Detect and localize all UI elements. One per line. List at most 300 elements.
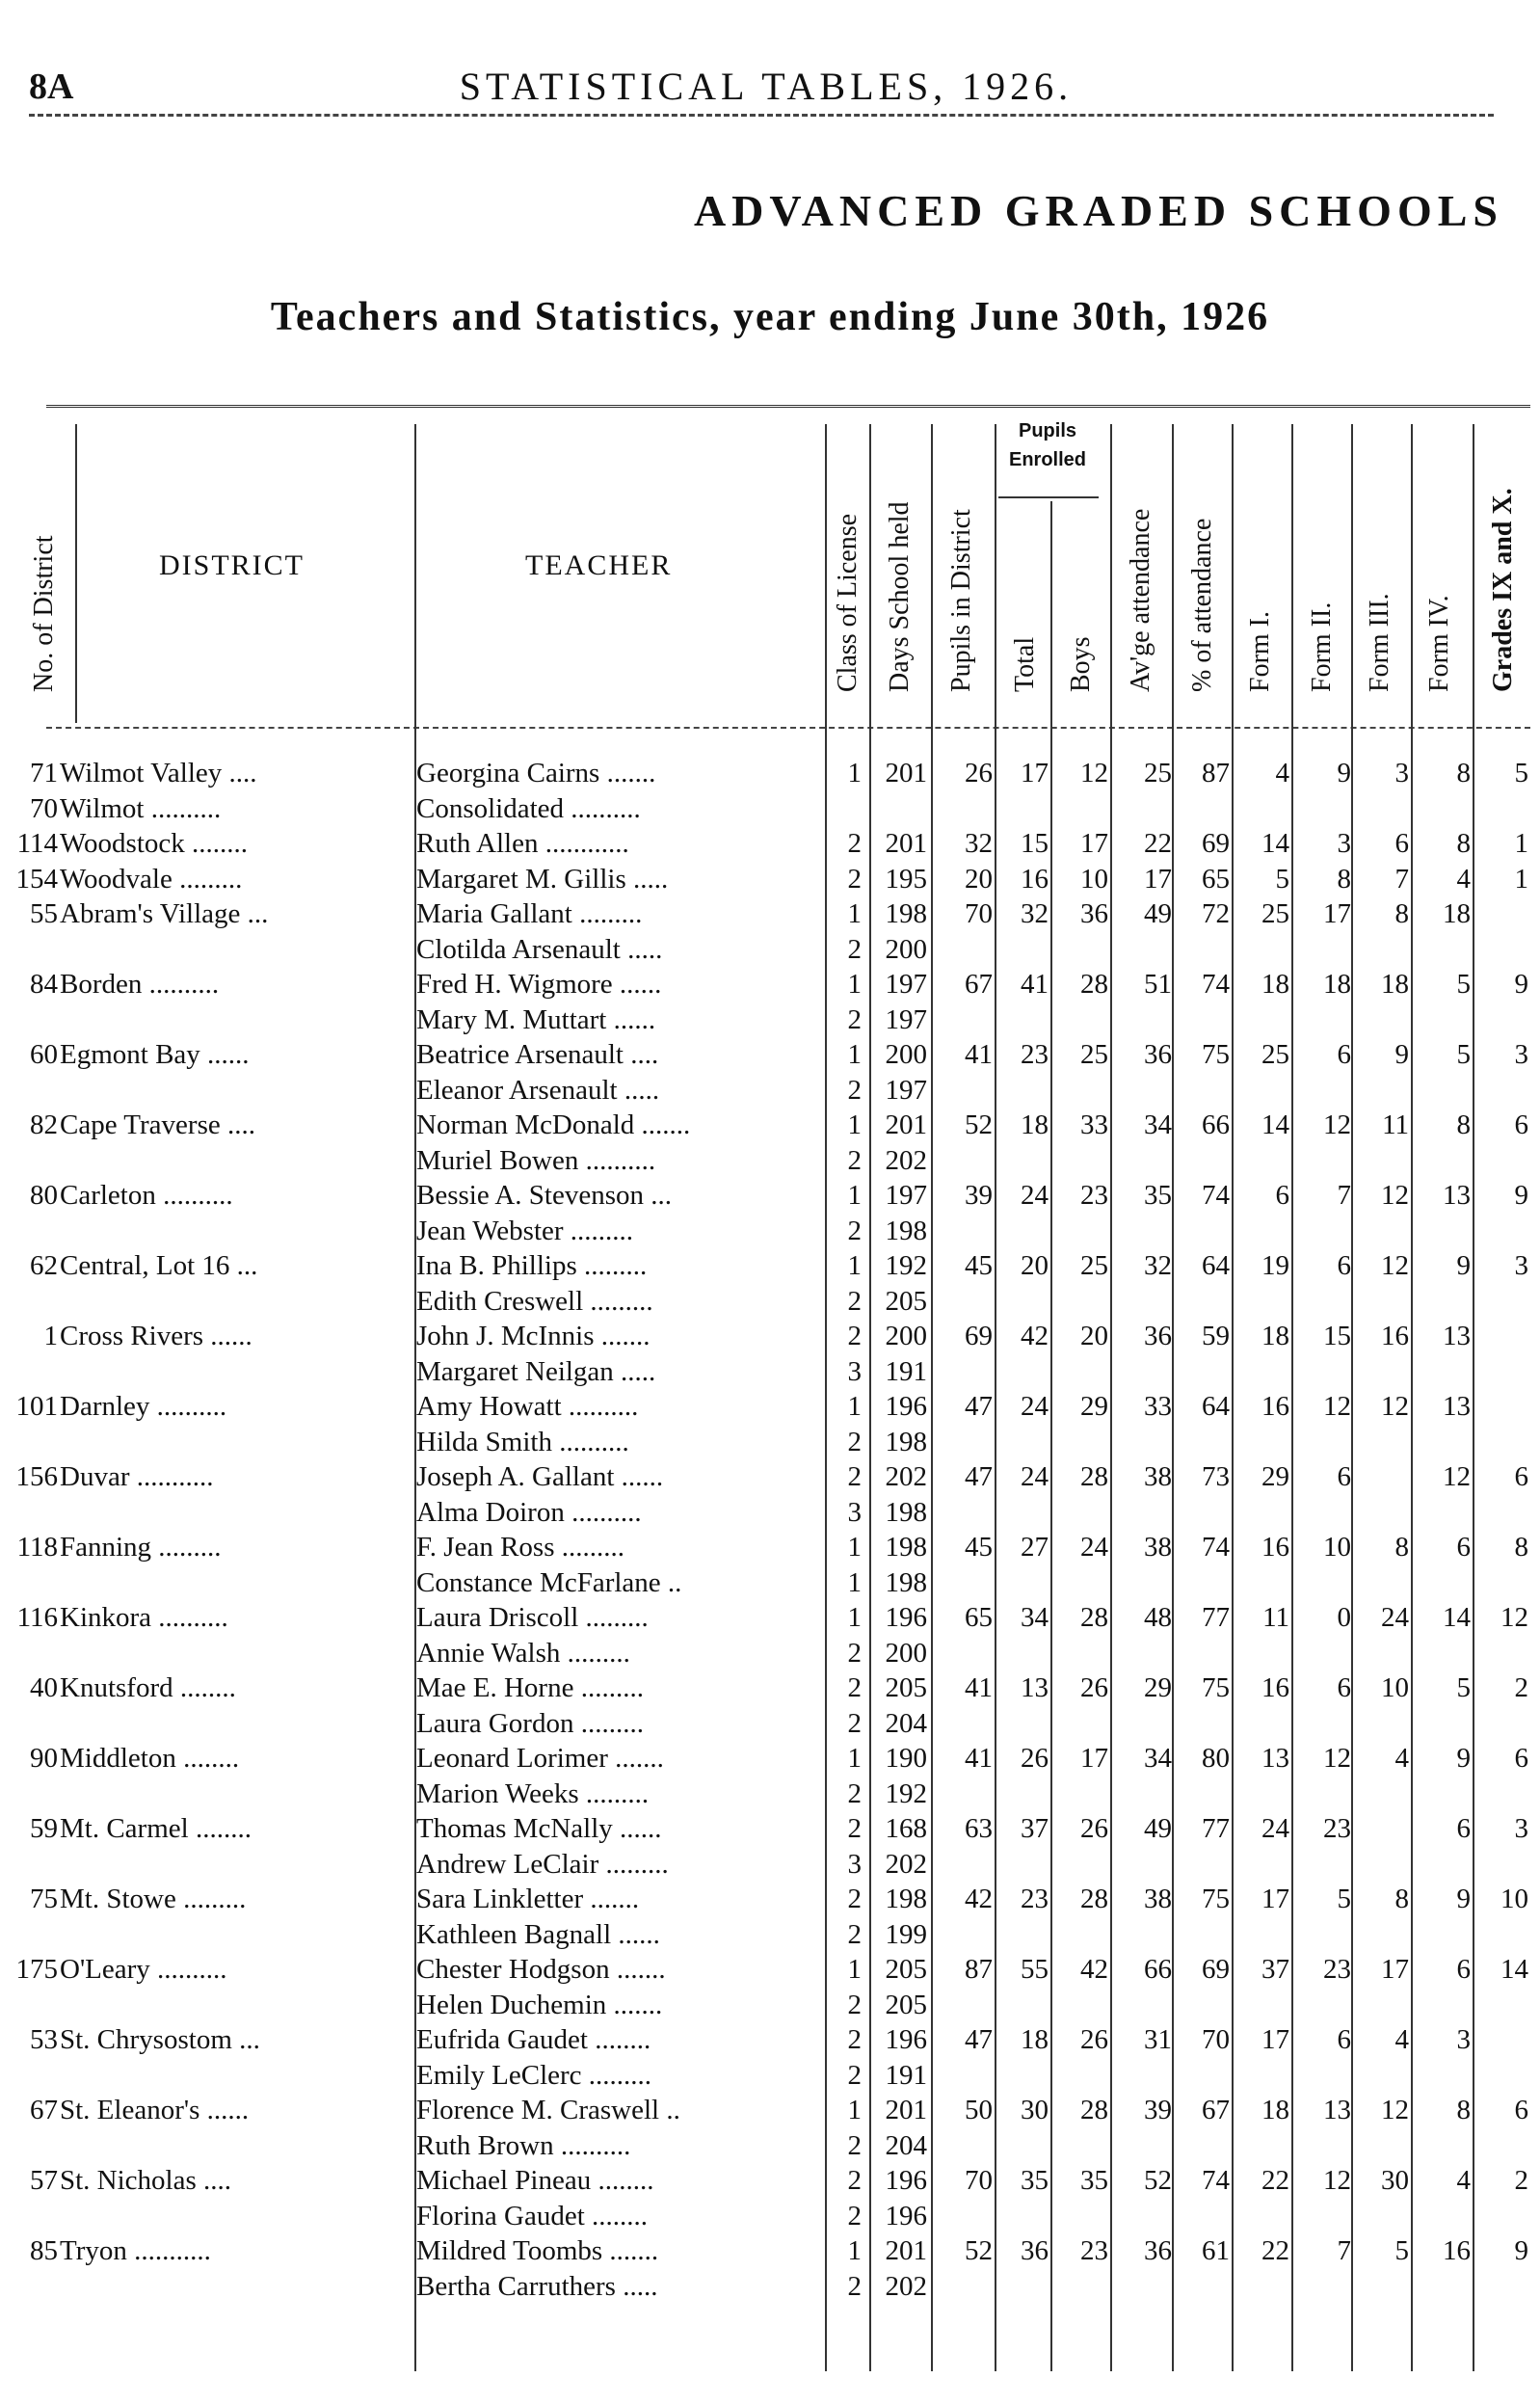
cell-avg: 25: [1144, 758, 1172, 788]
cell-pct: 75: [1202, 1672, 1230, 1703]
cell-teacher: Norman McDonald .......: [416, 1109, 691, 1140]
cell-f3: 12: [1381, 1250, 1409, 1281]
cell-no: 118: [16, 1532, 58, 1563]
cell-teacher: Kathleen Bagnall ......: [416, 1918, 660, 1950]
cell-f2: 15: [1323, 1321, 1351, 1351]
cell-f2: 5: [1337, 1884, 1351, 1914]
header-rule: [29, 114, 1494, 117]
cell-pd: 42: [965, 1884, 993, 1914]
cell-g9: 9: [1514, 969, 1528, 1000]
cell-no: 70: [30, 792, 58, 824]
cell-f3: 7: [1394, 863, 1409, 895]
cell-avg: 49: [1144, 1813, 1172, 1844]
table-row: [0, 1565, 1540, 1601]
cell-cls: 1: [847, 2095, 862, 2125]
cell-no: 60: [30, 1039, 58, 1070]
cell-avg: 34: [1144, 1109, 1172, 1140]
cell-days: 201: [885, 758, 927, 788]
cell-avg: 66: [1144, 1954, 1172, 1985]
cell-teacher: Helen Duchemin .......: [416, 1989, 663, 2020]
header-teacher: TEACHER: [525, 549, 673, 581]
cell-pct: 74: [1202, 2165, 1230, 2196]
cell-cls: 1: [847, 1180, 862, 1211]
header-district: DISTRICT: [159, 549, 305, 581]
cell-no: 84: [30, 969, 58, 1000]
cell-days: 200: [885, 1637, 927, 1669]
cell-f3: 4: [1394, 2024, 1409, 2055]
cell-f3: 8: [1394, 1884, 1409, 1914]
cell-f1: 25: [1261, 898, 1289, 929]
cell-days: 201: [885, 2235, 927, 2266]
cell-f1: 37: [1261, 1954, 1289, 1985]
cell-boys: 28: [1080, 1602, 1108, 1633]
cell-days: 198: [885, 898, 927, 929]
cell-cls: 2: [847, 1637, 862, 1669]
cell-cls: 1: [847, 1602, 862, 1633]
cell-days: 198: [885, 1884, 927, 1914]
cell-g9: 6: [1514, 1743, 1528, 1774]
cell-days: 199: [885, 1918, 927, 1950]
cell-f4: 14: [1443, 1602, 1471, 1633]
cell-pct: 74: [1202, 969, 1230, 1000]
cell-avg: 38: [1144, 1884, 1172, 1914]
cell-f2: 6: [1337, 1250, 1351, 1281]
cell-pct: 74: [1202, 1180, 1230, 1211]
cell-f4: 6: [1456, 1813, 1471, 1844]
cell-tot: 37: [1021, 1813, 1049, 1844]
cell-teacher: Florence M. Craswell ..: [416, 2095, 680, 2125]
cell-g9: 6: [1514, 1109, 1528, 1140]
table-row: [0, 1425, 1540, 1460]
cell-f3: 8: [1394, 1532, 1409, 1563]
cell-pd: 26: [965, 758, 993, 788]
cell-f3: 17: [1381, 1954, 1409, 1985]
cell-pd: 39: [965, 1180, 993, 1211]
cell-boys: 25: [1080, 1039, 1108, 1070]
cell-district: Middleton ........: [60, 1743, 240, 1774]
cell-g9: 6: [1514, 1461, 1528, 1492]
cell-district: St. Nicholas ....: [60, 2165, 232, 2196]
cell-teacher: Fred H. Wigmore ......: [416, 969, 662, 1000]
table-row: [0, 1248, 1540, 1284]
cell-days: 192: [885, 1777, 927, 1809]
cell-avg: 36: [1144, 1039, 1172, 1070]
table-row: [0, 1847, 1540, 1883]
cell-f4: 13: [1443, 1321, 1471, 1351]
cell-f1: 18: [1261, 969, 1289, 1000]
cell-avg: 52: [1144, 2165, 1172, 2196]
cell-teacher: Bertha Carruthers .....: [416, 2270, 658, 2302]
cell-tot: 27: [1021, 1532, 1049, 1563]
cell-teacher: Marion Weeks .........: [416, 1777, 650, 1809]
cell-g9: 5: [1514, 758, 1528, 788]
cell-teacher: Thomas McNally ......: [416, 1813, 662, 1844]
cell-f4: 5: [1456, 1039, 1471, 1070]
cell-days: 196: [885, 2165, 927, 2196]
cell-pct: 67: [1202, 2095, 1230, 2125]
cell-no: 67: [30, 2095, 58, 2125]
table-row: [0, 2269, 1540, 2305]
cell-cls: 2: [847, 1215, 862, 1246]
cell-district: Duvar ...........: [60, 1461, 214, 1492]
cell-avg: 29: [1144, 1672, 1172, 1703]
cell-days: 201: [885, 2095, 927, 2125]
cell-days: 197: [885, 1074, 927, 1106]
cell-district: Abram's Village ...: [60, 898, 269, 929]
cell-f1: 19: [1261, 1250, 1289, 1281]
cell-district: Woodvale .........: [60, 863, 243, 895]
table-row: [0, 2058, 1540, 2094]
cell-tot: 35: [1021, 2165, 1049, 2196]
cell-no: 62: [30, 1250, 58, 1281]
cell-f1: 29: [1261, 1461, 1289, 1492]
cell-avg: 34: [1144, 1743, 1172, 1774]
header-days-school-held: Days School held: [885, 501, 915, 692]
cell-cls: 2: [847, 1777, 862, 1809]
cell-boys: 12: [1080, 758, 1108, 788]
header-total: Total: [1010, 636, 1040, 692]
cell-pct: 77: [1202, 1813, 1230, 1844]
cell-f3: 18: [1381, 969, 1409, 1000]
enrolled-rule: [998, 496, 1099, 498]
cell-pct: 61: [1202, 2235, 1230, 2266]
cell-avg: 38: [1144, 1461, 1172, 1492]
cell-district: Fanning .........: [60, 1532, 222, 1563]
cell-g9: 10: [1500, 1884, 1528, 1914]
cell-cls: 1: [847, 969, 862, 1000]
cell-f2: 17: [1323, 898, 1351, 929]
table-row: [0, 1037, 1540, 1073]
cell-f1: 4: [1275, 758, 1289, 788]
cell-teacher: Maria Gallant .........: [416, 898, 643, 929]
table-row: [0, 1108, 1540, 1143]
cell-avg: 32: [1144, 1250, 1172, 1281]
cell-f4: 5: [1456, 1672, 1471, 1703]
cell-boys: 26: [1080, 1813, 1108, 1844]
header-class-of-license: Class of License: [833, 513, 863, 692]
cell-district: Woodstock ........: [60, 828, 249, 859]
cell-pd: 69: [965, 1321, 993, 1351]
cell-f2: 10: [1323, 1532, 1351, 1563]
cell-f4: 9: [1456, 1743, 1471, 1774]
cell-cls: 2: [847, 1672, 862, 1703]
cell-g9: 3: [1514, 1039, 1528, 1070]
cell-pd: 63: [965, 1813, 993, 1844]
cell-cls: 1: [847, 758, 862, 788]
running-header: [29, 56, 1503, 114]
cell-teacher: Constance McFarlane ..: [416, 1566, 682, 1598]
header-grades-ix-x: Grades IX and X.: [1488, 488, 1518, 692]
table-row: [0, 896, 1540, 932]
cell-f2: 6: [1337, 2024, 1351, 2055]
cell-pct: 64: [1202, 1250, 1230, 1281]
cell-f3: 12: [1381, 2095, 1409, 2125]
cell-pd: 87: [965, 1954, 993, 1985]
cell-avg: 36: [1144, 2235, 1172, 2266]
cell-cls: 2: [847, 1003, 862, 1035]
cell-f1: 16: [1261, 1391, 1289, 1422]
cell-cls: 3: [847, 1848, 862, 1880]
cell-pct: 64: [1202, 1391, 1230, 1422]
cell-teacher: Margaret M. Gillis .....: [416, 863, 669, 895]
cell-cls: 1: [847, 2235, 862, 2266]
cell-f4: 4: [1456, 863, 1471, 895]
table-row: [0, 791, 1540, 827]
cell-pd: 70: [965, 2165, 993, 2196]
cell-days: 200: [885, 1321, 927, 1351]
cell-boys: 23: [1080, 1180, 1108, 1211]
cell-boys: 28: [1080, 1884, 1108, 1914]
cell-teacher: Leonard Lorimer .......: [416, 1743, 664, 1774]
cell-teacher: Laura Driscoll .........: [416, 1602, 649, 1633]
cell-f4: 13: [1443, 1180, 1471, 1211]
table-row: [0, 1319, 1540, 1354]
cell-no: 40: [30, 1672, 58, 1703]
cell-days: 205: [885, 1954, 927, 1985]
cell-tot: 13: [1021, 1672, 1049, 1703]
cell-district: Mt. Stowe .........: [60, 1884, 247, 1914]
cell-no: 156: [15, 1461, 58, 1492]
cell-district: Carleton ..........: [60, 1180, 233, 1211]
cell-boys: 26: [1080, 2024, 1108, 2055]
cell-cls: 2: [847, 2200, 862, 2231]
cell-cls: 2: [847, 2270, 862, 2302]
cell-avg: 51: [1144, 969, 1172, 1000]
cell-days: 198: [885, 1426, 927, 1457]
cell-cls: 1: [847, 1109, 862, 1140]
cell-cls: 2: [847, 933, 862, 965]
cell-cls: 2: [847, 1813, 862, 1844]
cell-avg: 33: [1144, 1391, 1172, 1422]
cell-tot: 23: [1021, 1884, 1049, 1914]
table-row: [0, 1143, 1540, 1179]
cell-teacher: Hilda Smith ..........: [416, 1426, 629, 1457]
cell-f1: 22: [1261, 2235, 1289, 2266]
table-row: [0, 1636, 1540, 1671]
cell-tot: 20: [1021, 1250, 1049, 1281]
cell-f3: 8: [1394, 898, 1409, 929]
cell-avg: 22: [1144, 828, 1172, 859]
cell-no: 71: [30, 758, 58, 788]
header-form-3: Form III.: [1365, 593, 1394, 692]
cell-tot: 24: [1021, 1391, 1049, 1422]
table-row: [0, 1284, 1540, 1320]
cell-days: 202: [885, 1144, 927, 1176]
cell-avg: 17: [1144, 863, 1172, 895]
cell-teacher: Beatrice Arsenault ....: [416, 1039, 659, 1070]
cell-no: 53: [30, 2024, 58, 2055]
cell-tot: 24: [1021, 1461, 1049, 1492]
cell-cls: 2: [847, 1707, 862, 1739]
cell-g9: 1: [1514, 828, 1528, 859]
cell-teacher: Florina Gaudet ........: [416, 2200, 649, 2231]
running-title: STATISTICAL TABLES, 1926.: [459, 65, 1074, 108]
cell-teacher: Mae E. Horne .........: [416, 1672, 644, 1703]
cell-f4: 8: [1456, 828, 1471, 859]
table-row: [0, 1988, 1540, 2023]
table-row: [0, 1670, 1540, 1706]
cell-f1: 16: [1261, 1672, 1289, 1703]
cell-f3: 11: [1382, 1109, 1409, 1140]
cell-pct: 74: [1202, 1532, 1230, 1563]
header-average-attendance: Av'ge attendance: [1126, 508, 1155, 692]
cell-days: 190: [885, 1743, 927, 1774]
cell-pd: 47: [965, 1391, 993, 1422]
cell-f2: 8: [1337, 863, 1351, 895]
cell-pd: 32: [965, 828, 993, 859]
table-row: [0, 1777, 1540, 1812]
cell-f1: 16: [1261, 1532, 1289, 1563]
cell-pct: 77: [1202, 1602, 1230, 1633]
cell-days: 200: [885, 1039, 927, 1070]
cell-pct: 75: [1202, 1884, 1230, 1914]
table-row: [0, 1073, 1540, 1109]
cell-g9: 9: [1514, 1180, 1528, 1211]
cell-boys: 10: [1080, 863, 1108, 895]
cell-f2: 7: [1337, 1180, 1351, 1211]
cell-pd: 50: [965, 2095, 993, 2125]
cell-f2: 18: [1323, 969, 1351, 1000]
cell-tot: 24: [1021, 1180, 1049, 1211]
table-row: [0, 1530, 1540, 1565]
cell-boys: 17: [1080, 1743, 1108, 1774]
cell-boys: 26: [1080, 1672, 1108, 1703]
table-row: [0, 1389, 1540, 1425]
cell-boys: 24: [1080, 1532, 1108, 1563]
cell-f2: 23: [1323, 1813, 1351, 1844]
cell-f2: 12: [1323, 1109, 1351, 1140]
cell-f4: 9: [1456, 1884, 1471, 1914]
table-row: [0, 2093, 1540, 2128]
cell-f4: 5: [1456, 969, 1471, 1000]
cell-days: 192: [885, 1250, 927, 1281]
cell-teacher: Consolidated ..........: [416, 792, 641, 824]
cell-district: Borden ..........: [60, 969, 220, 1000]
cell-pd: 20: [965, 863, 993, 895]
cell-f2: 12: [1323, 1743, 1351, 1774]
cell-f3: 10: [1381, 1672, 1409, 1703]
cell-days: 196: [885, 1602, 927, 1633]
cell-cls: 3: [847, 1355, 862, 1387]
cell-f2: 6: [1337, 1672, 1351, 1703]
cell-teacher: Bessie A. Stevenson ...: [416, 1180, 673, 1211]
cell-f2: 0: [1337, 1602, 1351, 1633]
cell-f1: 11: [1262, 1602, 1289, 1633]
cell-days: 201: [885, 1109, 927, 1140]
cell-cls: 2: [847, 2129, 862, 2161]
cell-district: Kinkora ..........: [60, 1602, 228, 1633]
cell-pd: 47: [965, 1461, 993, 1492]
cell-f1: 6: [1275, 1180, 1289, 1211]
cell-days: 205: [885, 1285, 927, 1317]
cell-boys: 23: [1080, 2235, 1108, 2266]
cell-g9: 1: [1514, 863, 1528, 895]
table-row: [0, 1706, 1540, 1742]
cell-f2: 12: [1323, 1391, 1351, 1422]
cell-cls: 1: [847, 1039, 862, 1070]
cell-cls: 1: [847, 1566, 862, 1598]
cell-f4: 4: [1456, 2165, 1471, 2196]
table-row: [0, 2163, 1540, 2199]
cell-f3: 6: [1394, 828, 1409, 859]
cell-cls: 2: [847, 1285, 862, 1317]
cell-pd: 45: [965, 1532, 993, 1563]
cell-avg: 35: [1144, 1180, 1172, 1211]
table-row: [0, 1459, 1540, 1495]
cell-g9: 6: [1514, 2095, 1528, 2125]
cell-tot: 30: [1021, 2095, 1049, 2125]
cell-avg: 38: [1144, 1532, 1172, 1563]
header-bottom-rule: [46, 727, 1530, 729]
cell-pct: 69: [1202, 828, 1230, 859]
cell-teacher: Michael Pineau ........: [416, 2165, 654, 2196]
header-percent-attendance: % of attendance: [1187, 518, 1217, 692]
cell-district: Cape Traverse ....: [60, 1109, 255, 1140]
cell-cls: 2: [847, 1321, 862, 1351]
cell-teacher: Chester Hodgson .......: [416, 1954, 666, 1985]
cell-district: St. Eleanor's ......: [60, 2095, 250, 2125]
cell-f1: 24: [1261, 1813, 1289, 1844]
cell-teacher: Muriel Bowen ..........: [416, 1144, 656, 1176]
cell-g9: 2: [1514, 2165, 1528, 2196]
cell-teacher: Mildred Toombs .......: [416, 2235, 659, 2266]
cell-tot: 16: [1021, 863, 1049, 895]
cell-f3: 30: [1381, 2165, 1409, 2196]
cell-pct: 70: [1202, 2024, 1230, 2055]
cell-f2: 9: [1337, 758, 1351, 788]
cell-f2: 6: [1337, 1461, 1351, 1492]
cell-tot: 36: [1021, 2235, 1049, 2266]
cell-f3: 4: [1394, 1743, 1409, 1774]
cell-days: 202: [885, 2270, 927, 2302]
cell-district: O'Leary ..........: [60, 1954, 227, 1985]
cell-f1: 17: [1261, 2024, 1289, 2055]
cell-f4: 12: [1443, 1461, 1471, 1492]
table-row: [0, 1178, 1540, 1214]
cell-days: 191: [885, 2059, 927, 2091]
cell-cls: 2: [847, 2059, 862, 2091]
cell-pct: 69: [1202, 1954, 1230, 1985]
cell-cls: 1: [847, 898, 862, 929]
table-row: [0, 862, 1540, 897]
cell-cls: 2: [847, 1144, 862, 1176]
cell-tot: 41: [1021, 969, 1049, 1000]
cell-pd: 52: [965, 1109, 993, 1140]
cell-f1: 14: [1261, 828, 1289, 859]
cell-f4: 9: [1456, 1250, 1471, 1281]
cell-days: 196: [885, 2024, 927, 2055]
cell-days: 196: [885, 2200, 927, 2231]
cell-district: Mt. Carmel ........: [60, 1813, 252, 1844]
cell-boys: 28: [1080, 969, 1108, 1000]
cell-f4: 8: [1456, 758, 1471, 788]
cell-teacher: Alma Doiron ..........: [416, 1496, 642, 1528]
header-boys: Boys: [1066, 636, 1096, 692]
cell-teacher: Eleanor Arsenault .....: [416, 1074, 660, 1106]
header-form-4: Form IV.: [1424, 595, 1454, 692]
table-row: [0, 967, 1540, 1002]
cell-pct: 73: [1202, 1461, 1230, 1492]
cell-teacher: Andrew LeClair .........: [416, 1848, 669, 1880]
cell-pct: 72: [1202, 898, 1230, 929]
cell-no: 80: [30, 1180, 58, 1211]
cell-cls: 2: [847, 1884, 862, 1914]
cell-cls: 2: [847, 828, 862, 859]
cell-f1: 5: [1275, 863, 1289, 895]
cell-f3: 12: [1381, 1391, 1409, 1422]
cell-days: 204: [885, 1707, 927, 1739]
header-pupils-enrolled: Pupils Enrolled: [1008, 420, 1086, 470]
